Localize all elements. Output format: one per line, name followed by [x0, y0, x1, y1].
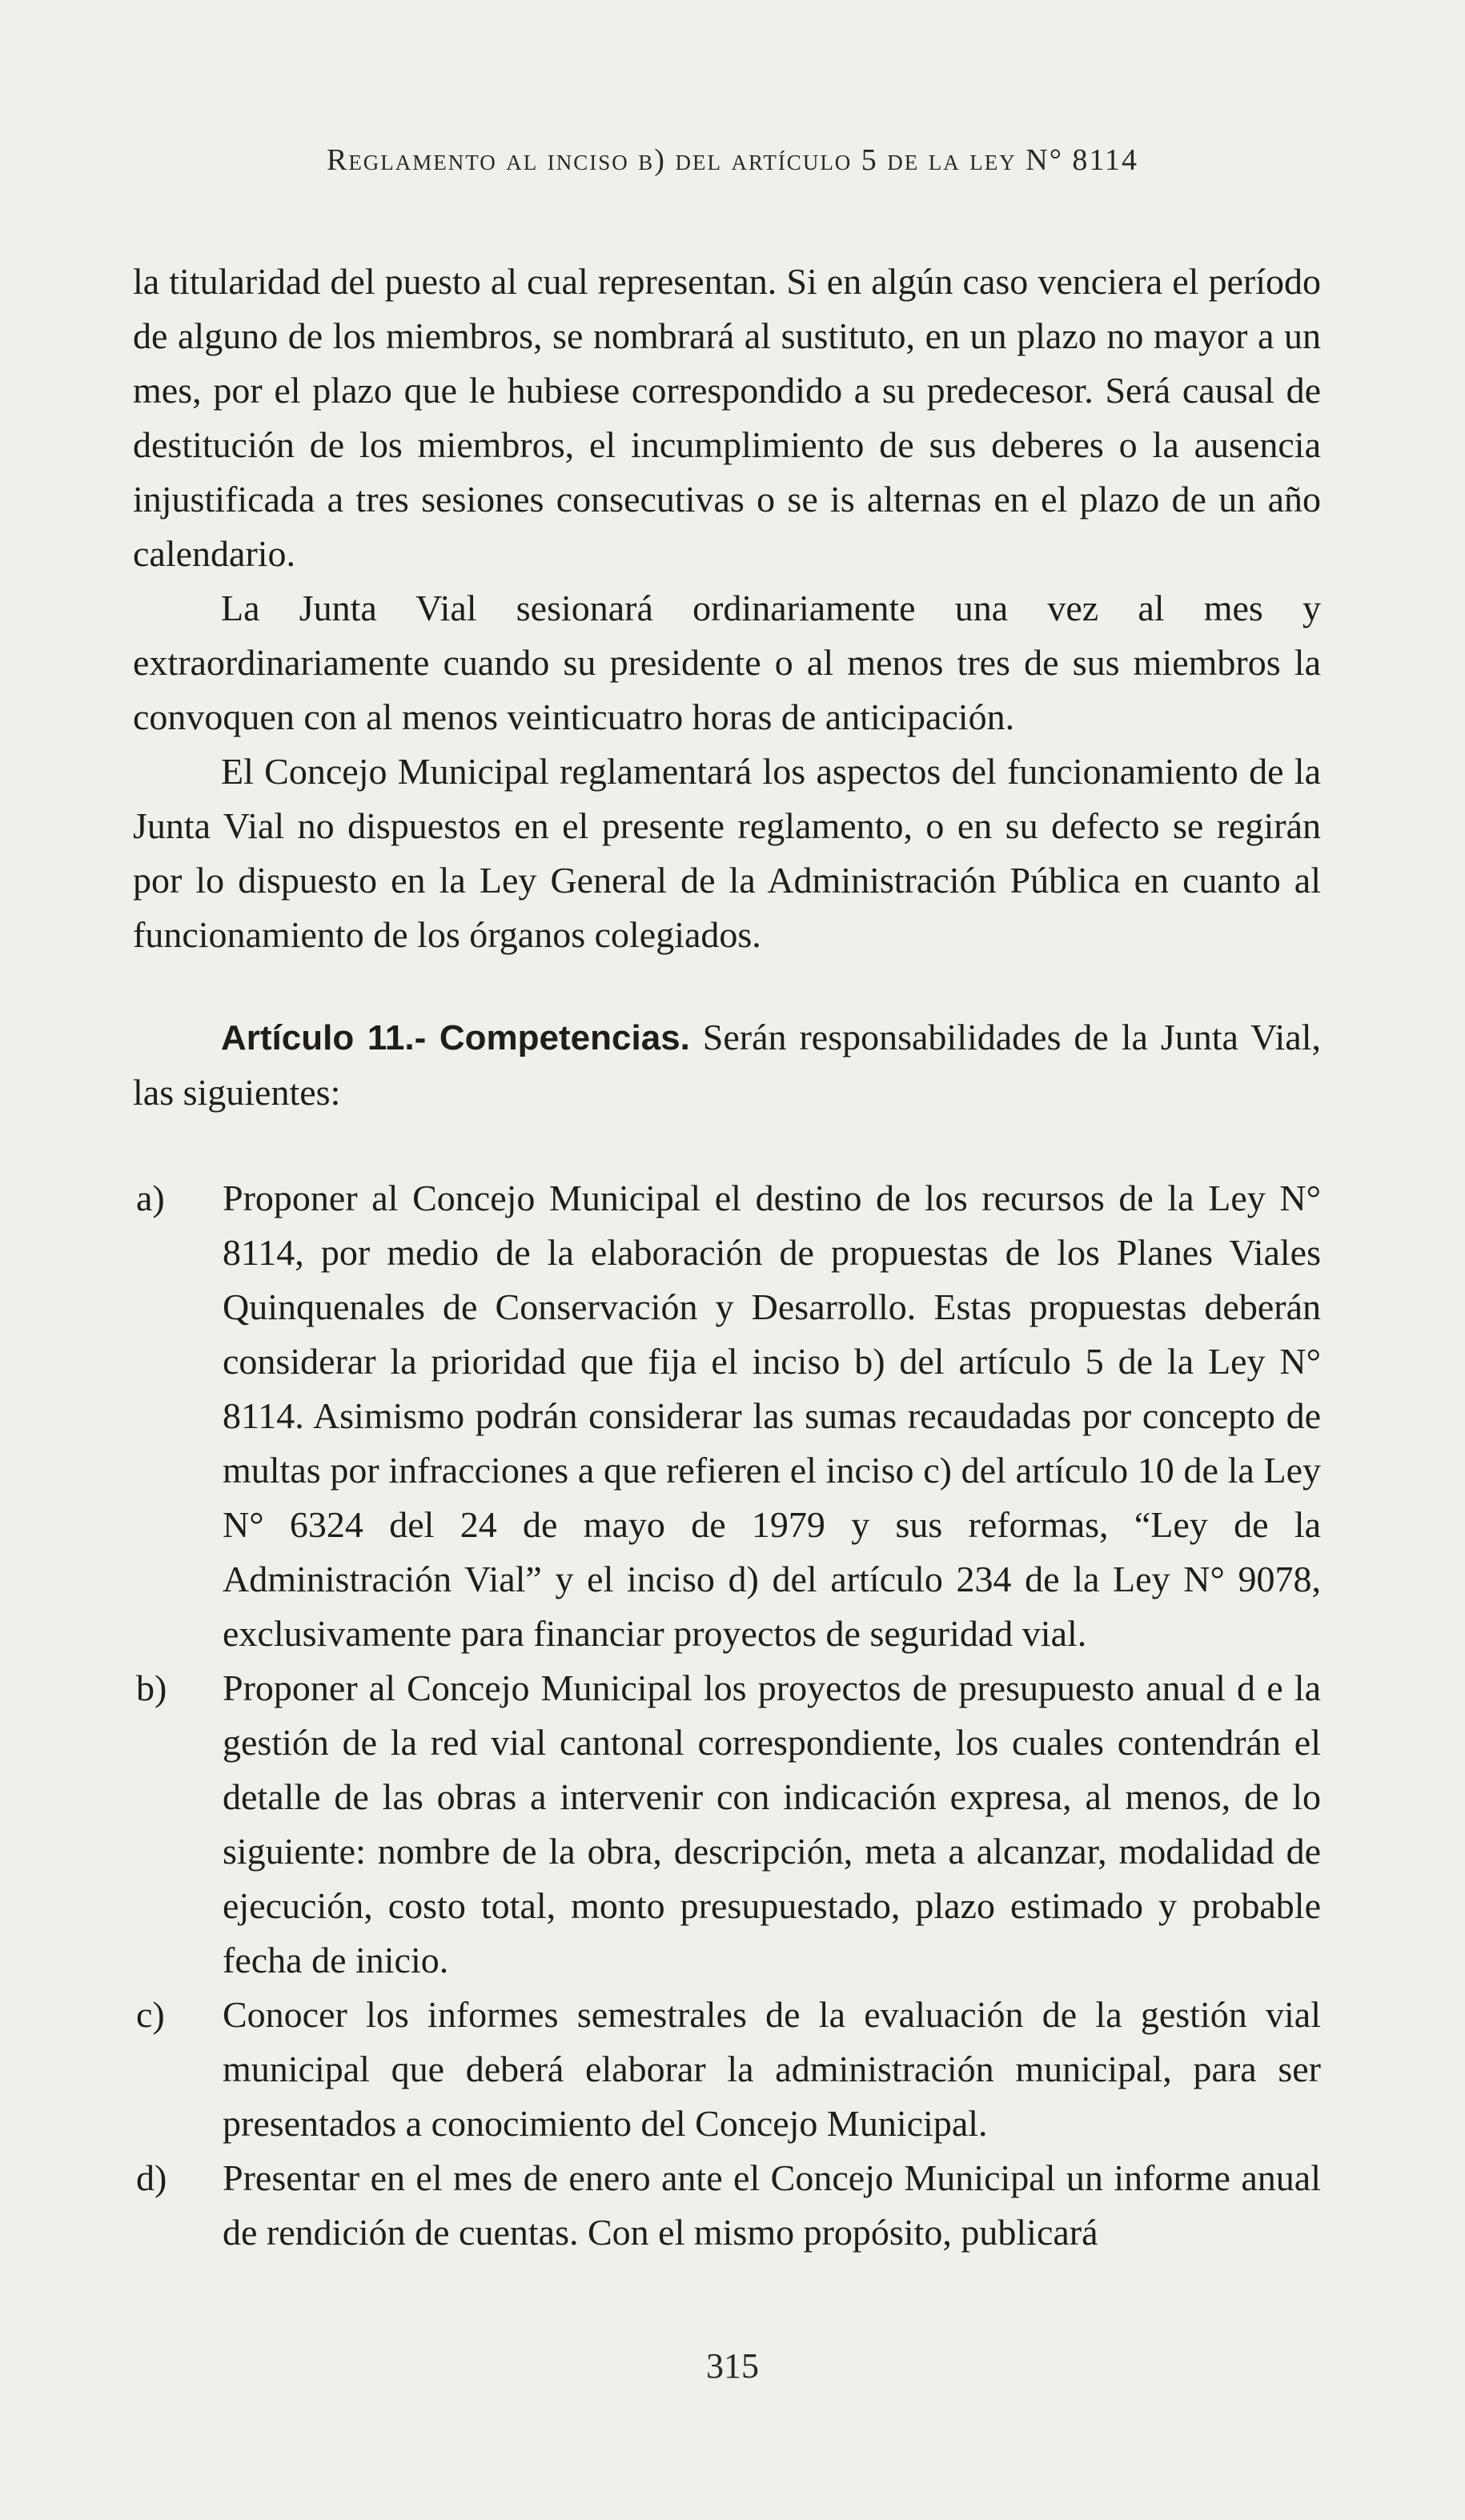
page-number: 315 — [706, 2346, 759, 2386]
list-item-letter: a) — [136, 1178, 165, 1218]
article-intro: Serán responsabilidades de la Junta Vial, las siguientes: — [133, 1017, 1321, 1113]
competencies-list — [133, 1171, 1321, 2260]
paragraph-regulation: El Concejo Municipal reglamentará los aspectos del funcionamiento de la Junta Vial no dispuestos en el presente reglamento, o en su defecto se regirán por lo dispuesto en la Ley General de la Administración Pública en cuanto al funcionamiento de los órganos colegiados. — [133, 751, 1321, 955]
running-header: Reglamento al inciso b) del artículo 5 de la ley N° 8114 — [326, 143, 1139, 177]
list-item-c — [133, 1988, 1321, 2151]
list-item-text: Proponer al Concejo Municipal los proyectos de presupuesto anual d e la gestión de la red vial cantonal correspondiente, los cuales contendrán el detalle de las obras a intervenir con indicación expresa, al menos, de lo siguiente: nombre de la obra, descripción, meta a alcanzar, modalidad de ejecución, costo total, monto presupuestado, plazo estimado y probable fecha de inicio. — [223, 1667, 1321, 1980]
article-heading-block — [133, 1010, 1321, 1120]
paragraph-continuation: la titularidad del puesto al cual representan. Si en algún caso venciera el período de alguno de los miembros, se nombrará al sustituto, en un plazo no mayor a un mes, por el plazo que le hubiese correspondido a su predecesor. Será causal de destitución de los miembros, el incumplimiento de sus deberes o la ausencia injustificada a tres sesiones consecutivas o se is alternas en el plazo de un año calendario. — [133, 261, 1321, 574]
list-item-a — [133, 1171, 1321, 1661]
paragraph-sessions: La Junta Vial sesionará ordinariamente una vez al mes y extraordinariamente cuando su presidente o al menos tres de sus miembros la convoquen con al menos veinticuatro horas de anticipación. — [133, 588, 1321, 737]
list-item-letter: c) — [136, 1994, 165, 2035]
list-item-text: Presentar en el mes de enero ante el Concejo Municipal un informe anual de rendición de cuentas. Con el mismo propósito, publicará — [223, 2157, 1321, 2253]
list-item-letter: b) — [136, 1667, 167, 1708]
article-title: Artículo 11.- Competencias. — [221, 1018, 690, 1057]
list-item-d — [133, 2151, 1321, 2260]
page-body — [133, 255, 1321, 2260]
list-item-b — [133, 1661, 1321, 1988]
list-item-text: Conocer los informes semestrales de la evaluación de la gestión vial municipal que deberá elaborar la administración municipal, para ser presentados a conocimiento del Concejo Municipal. — [223, 1994, 1321, 2144]
list-item-text: Proponer al Concejo Municipal el destino de los recursos de la Ley N° 8114, por medio de la elaboración de propuestas de los Planes Viales Quinquenales de Conservación y Desarrollo. Estas propuestas deberán considerar la prioridad que fija el inciso b) del artículo 5 de la Ley N° 8114. Asimismo podrán considerar las sumas recaudadas por concepto de multas por infracciones a que refieren el inciso c) del artículo 10 de la Ley N° 6324 del 24 de mayo de 1979 y sus reformas, “Ley de la Administración Vial” y el inciso d) del artículo 234 de la Ley N° 9078, exclusivamente para financiar proyectos de seguridad vial. — [223, 1178, 1321, 1654]
list-item-letter: d) — [136, 2157, 167, 2198]
